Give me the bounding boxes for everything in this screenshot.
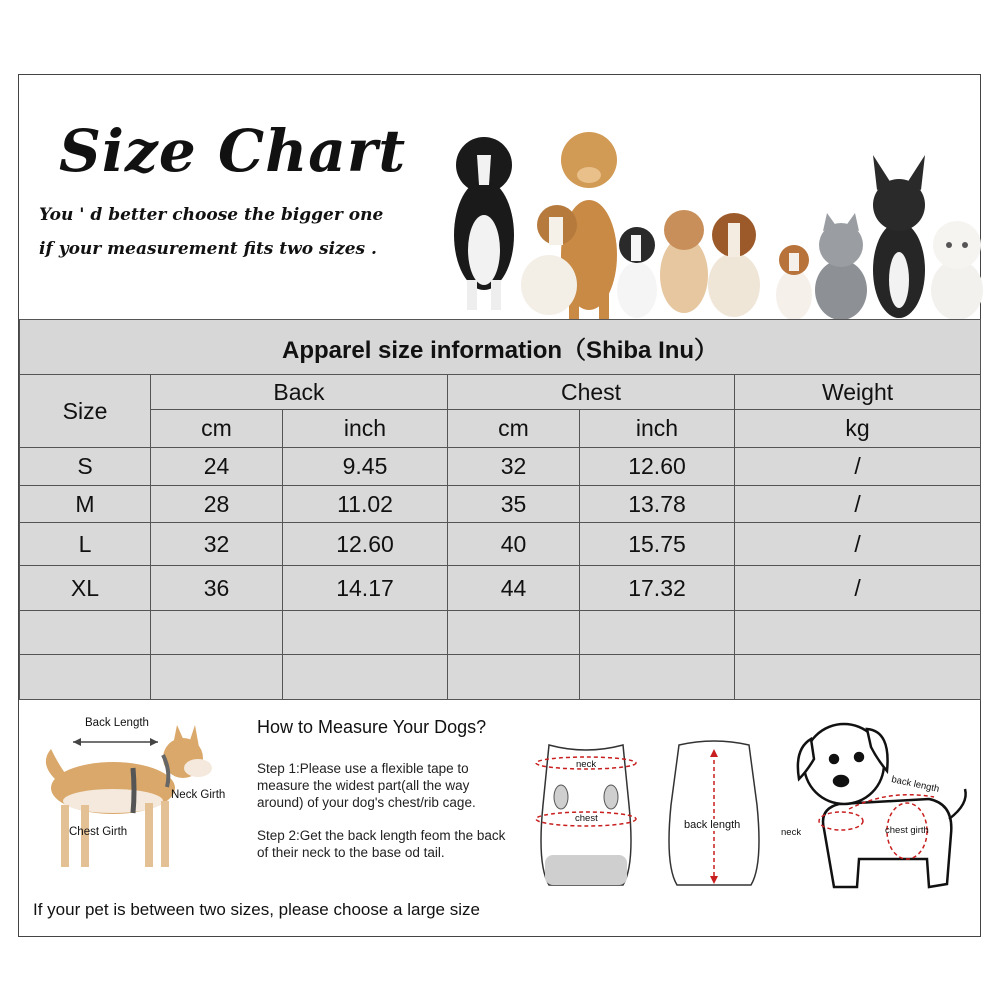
dog-collie-image — [454, 137, 514, 310]
back-length-label: Back Length — [85, 717, 149, 729]
vest-back-diagram — [659, 735, 769, 895]
vest-chest-label: chest — [575, 813, 598, 824]
back-inch-cell: 14.17 — [283, 566, 448, 611]
dog-small-image — [776, 245, 812, 320]
cartoon-neck-label: neck — [781, 827, 802, 838]
measure-section — [19, 699, 980, 936]
back-inch-cell: 12.60 — [283, 523, 448, 566]
chest-girth-label: Chest Girth — [69, 826, 128, 838]
back-inch-cell: 11.02 — [283, 486, 448, 523]
step-2-text: Step 2:Get the back length feom the back of their neck to the base od tail. — [257, 828, 506, 860]
vest-back-length-label: back length — [684, 819, 741, 831]
measure-title: How to Measure Your Dogs? — [257, 717, 487, 737]
cartoon-chest-girth-label: chest girth — [885, 825, 929, 836]
table-row — [20, 523, 981, 566]
table-row — [20, 486, 981, 523]
unit-back-inch: inch — [283, 410, 448, 448]
size-cell: S — [20, 448, 151, 486]
pets-group-illustration — [429, 105, 984, 320]
back-cm-cell: 36 — [151, 566, 283, 611]
size-cell: M — [20, 486, 151, 523]
size-chart-frame — [18, 74, 981, 937]
cat-white-image — [931, 221, 983, 320]
dog-beagle-image — [708, 213, 760, 317]
chest-inch-cell: 13.78 — [580, 486, 735, 523]
cat-grey-image — [815, 213, 867, 320]
chart-title: Size Chart — [59, 117, 407, 185]
dog-pekingese-image — [660, 210, 708, 313]
step-1-text: Step 1:Please use a flexible tape to measure the widest part(all the way around) of your dog's chest/rib cage. — [257, 761, 476, 810]
chest-header: Chest — [448, 375, 735, 410]
unit-chest-inch: inch — [580, 410, 735, 448]
table-row — [20, 448, 981, 486]
back-cm-cell: 24 — [151, 448, 283, 486]
neck-girth-label: Neck Girth — [171, 789, 226, 801]
table-title: Apparel size information（Shiba Inu） — [20, 320, 981, 375]
chest-inch-cell: 12.60 — [580, 448, 735, 486]
unit-weight-kg: kg — [735, 410, 981, 448]
size-header: Size — [20, 375, 151, 448]
weight-header: Weight — [735, 375, 981, 410]
cartoon-dog-diagram — [779, 709, 974, 899]
back-inch-cell: 9.45 — [283, 448, 448, 486]
weight-cell: / — [735, 448, 981, 486]
cartoon-back-length-label: back length — [890, 774, 941, 795]
chest-inch-cell: 15.75 — [580, 523, 735, 566]
chest-cm-cell: 44 — [448, 566, 580, 611]
size-cell: L — [20, 523, 151, 566]
weight-cell: / — [735, 486, 981, 523]
dog-bulldog-image — [873, 155, 925, 318]
chest-inch-cell: 17.32 — [580, 566, 735, 611]
size-cell: XL — [20, 566, 151, 611]
vest-neck-label: neck — [576, 759, 597, 770]
empty-row — [20, 655, 981, 700]
subtitle-line-1: You ' d better choose the bigger one — [39, 205, 384, 225]
unit-back-cm: cm — [151, 410, 283, 448]
back-cm-cell: 28 — [151, 486, 283, 523]
back-length-arrow — [73, 738, 158, 746]
back-header: Back — [151, 375, 448, 410]
subtitle-line-2: if your measurement fits two sizes . — [39, 239, 377, 259]
footer-note: If your pet is between two sizes, please choose a large size — [33, 900, 480, 919]
cartoon-dog-image — [798, 724, 966, 887]
chest-cm-cell: 35 — [448, 486, 580, 523]
unit-chest-cm: cm — [448, 410, 580, 448]
back-cm-cell: 32 — [151, 523, 283, 566]
weight-cell: / — [735, 523, 981, 566]
dog-chihuahua-image — [617, 227, 657, 318]
chest-cm-cell: 40 — [448, 523, 580, 566]
chest-cm-cell: 32 — [448, 448, 580, 486]
table-row — [20, 566, 981, 611]
empty-row — [20, 611, 981, 655]
weight-cell: / — [735, 566, 981, 611]
size-table — [19, 319, 981, 700]
